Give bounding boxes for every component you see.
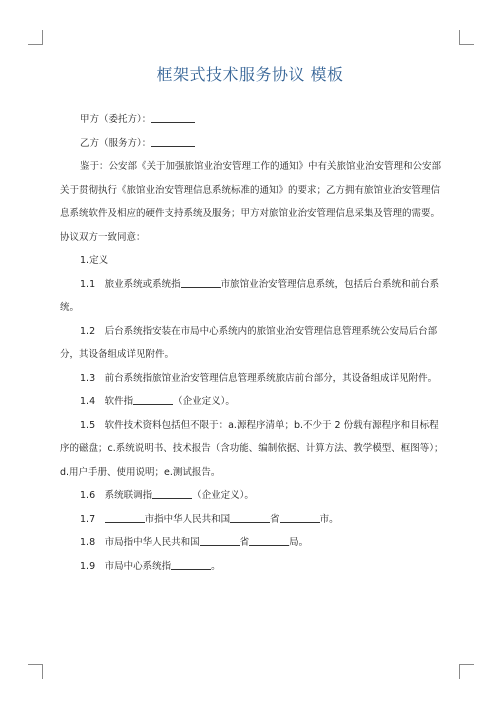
clause-1-6-text-a: 1.6 系统联调指: [80, 490, 153, 501]
party-b-blank: [151, 136, 195, 147]
clause-1-8-text-c: 局。: [289, 537, 309, 548]
clause-1-4-text-b: （企业定义）。: [173, 396, 235, 407]
clause-1-6: [60, 484, 448, 508]
clause-1-8-blank-2: [249, 535, 289, 546]
party-b-label: 乙方（服务方）：: [80, 137, 152, 149]
party-a-line: [60, 108, 448, 132]
party-b-line: [60, 132, 448, 156]
clause-1-1-text-a: 1.1 旅业系统或系统指: [80, 278, 181, 290]
crop-mark-top-left: [28, 30, 43, 45]
clause-1-4-blank: [133, 394, 173, 405]
clause-1-7-text-d: 市。: [319, 513, 339, 525]
clause-1-7: [60, 508, 448, 532]
clause-1-7-text-a: 1.7: [80, 513, 105, 525]
clause-1-8-text-a: 1.8 市局指中华人民共和国: [80, 537, 200, 548]
section-1-heading: 1.定义: [80, 255, 109, 266]
clause-1-6-blank: [152, 488, 192, 499]
clause-1-7-blank-2: [230, 512, 270, 523]
crop-mark-top-right: [459, 30, 474, 45]
party-a-label: 甲方（委托方）：: [80, 114, 152, 125]
clause-1-1-blank: [181, 277, 221, 288]
clause-1-9-text-a: 1.9 市局中心系统指: [80, 560, 172, 572]
clause-1-8: [60, 531, 448, 555]
clause-1-9-blank: [171, 559, 211, 570]
clause-1-9-text-b: 。: [211, 560, 221, 572]
clause-1-3: 1.3 前台系统指旅馆业治安管理信息管理系统旅店前台部分，其设备组成详见附件。: [80, 372, 438, 384]
preamble-paragraph: 鉴于：公安部《关于加强旅馆业治安管理工作的通知》中有关旅馆业治安管理和公安部关于贯彻执行《旅馆业治安管理信息系统标准的通知》的要求；乙方拥有旅馆业治安管理信息系统软件及相应的硬件支持系统及服务；甲方对旅馆业治安管理信息采集及管理的需要。协议双方一致同意：: [60, 161, 442, 243]
clause-1-1-text-b: 市旅馆业治安管理信息系统，包括后台系统和前台系统。: [60, 278, 440, 313]
clause-1-7-blank-3: [280, 512, 320, 523]
clause-1-7-blank-1: [105, 512, 145, 523]
clause-1-6-text-b: （企业定义）。: [192, 490, 254, 501]
clause-1-1: [60, 273, 448, 320]
crop-mark-bottom-right: [459, 664, 474, 679]
clause-1-8-blank-1: [200, 535, 240, 546]
party-a-blank: [151, 112, 195, 123]
clause-1-4: [60, 390, 448, 414]
clause-1-4-text-a: 1.4 软件指: [80, 396, 134, 407]
clause-1-5: 1.5 软件技术资料包括但不限于：a.源程序清单；b.不少于 2 份载有源程序和目标程序的磁盘；c.系统说明书、技术报告（含功能、编制依据、计算方法、教学模型、框图等）；d.用户手册、使用说明；e.测试报告。: [60, 419, 444, 478]
clause-1-8-text-b: 省: [239, 537, 250, 548]
crop-mark-bottom-left: [28, 664, 43, 679]
clause-1-9: [60, 555, 448, 579]
clause-1-7-text-b: 市指中华人民共和国: [144, 513, 231, 525]
clause-1-2: 1.2 后台系统指安装在市局中心系统内的旅馆业治安管理信息管理系统公安局后台部分，其设备组成详见附件。: [60, 325, 438, 360]
document-title: 框架式技术服务协议 模板: [156, 65, 344, 84]
document-body: [60, 108, 448, 578]
clause-1-7-text-c: 省: [270, 513, 280, 525]
